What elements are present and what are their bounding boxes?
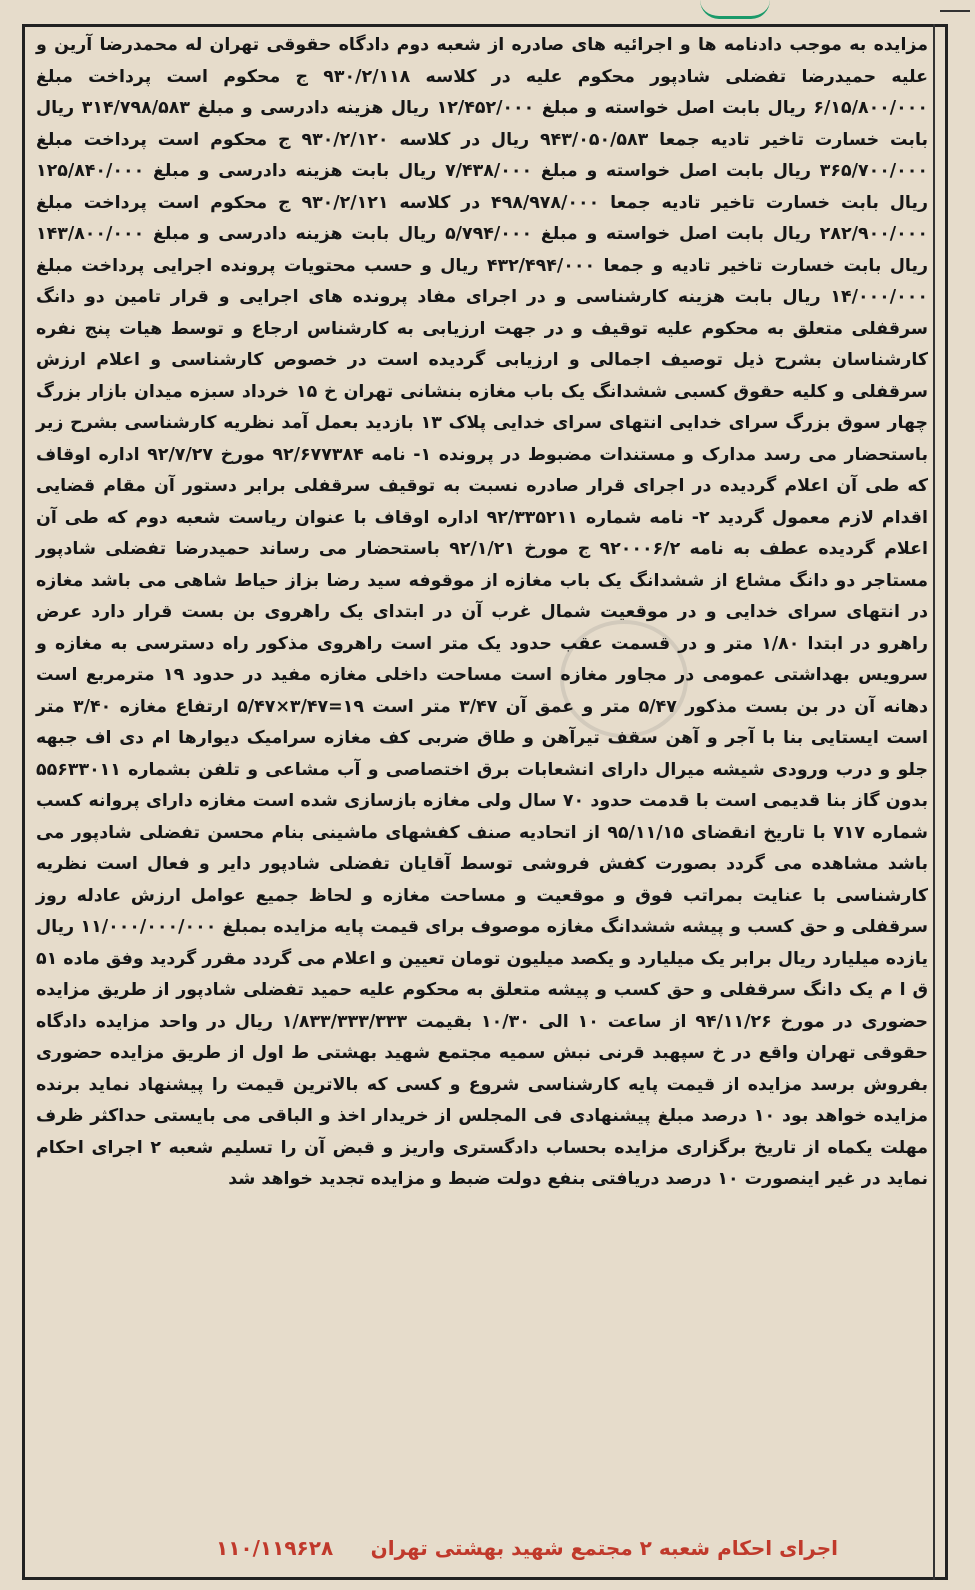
ink-scribble [700,0,770,19]
ad-footer [36,1530,928,1566]
ad-body-text: مزایده به موجب دادنامه ها و اجرائیه های صادره از شعبه دوم دادگاه حقوقی تهران له محمدرضا آرین و علیه حمیدرضا تفضلی شادپور محکوم علیه در کلاسه ۹۳۰/۲/۱۱۸ ج محکوم است پرداخت مبلغ ۶/۱۵/۸۰۰/۰۰۰ ریال بابت اصل خواسته و مبلغ ۱۲/۴۵۲/۰۰۰ ریال هزینه دادرسی و مبلغ ۳۱۴/۷۹۸/۵۸۳ ریال بابت خسارت تاخیر تادیه جمعا ۹۴۳/۰۵۰/۵۸۳ ریال در کلاسه ۹۳۰/۲/۱۲۰ ج محکوم است پرداخت مبلغ ۳۶۵/۷۰۰/۰۰۰ ریال بابت اصل خواسته و مبلغ ۷/۴۳۸/۰۰۰ ریال بابت هزینه دادرسی و مبلغ ۱۲۵/۸۴۰/۰۰۰ ریال بابت خسارت تاخیر تادیه جمعا ۴۹۸/۹۷۸/۰۰۰ در کلاسه ۹۳۰/۲/۱۲۱ ج محکوم است پرداخت مبلغ ۲۸۲/۹۰۰/۰۰۰ ریال بابت اصل خواسته و مبلغ ۵/۷۹۴/۰۰۰ ریال بابت هزینه دادرسی و مبلغ ۱۴۳/۸۰۰/۰۰۰ ریال بابت خسارت تاخیر تادیه و جمعا ۴۳۲/۴۹۴/۰۰۰ ریال و حسب محتویات پرونده اجرایی پرداخت مبلغ ۱۴/۰۰۰/۰۰۰ ریال بابت هزینه کارشناسی و در اجرای مفاد پرونده های اجرایی و قرار تامین دو دانگ سرقفلی متعلق به محکوم علیه توقیف و در جهت ارزیابی به کارشناس ارجاع و توسط هیات پنج نفره کارشناسان بشرح ذیل توصیف اجمالی و ارزیابی گردیده است در خصوص کارشناسی و اعلام ارزش سرقفلی و کلیه حقوق کسبی ششدانگ یک باب مغازه بنشانی تهران خ ۱۵ خرداد سبزه میدان بازار بزرگ چهار سوق بزرگ سرای خدایی انتهای سرای خدایی پلاک ۱۳ بازدید بعمل آمد نظریه کارشناسی بشرح زیر باستحضار می رسد مدارک و مستندات مضبوط در پرونده ۱- نامه ۹۲/۶۷۷۳۸۴ مورخ ۹۲/۷/۲۷ اداره اوقاف که طی آن اعلام گردیده در اجرای قرار صادره نسبت به توقیف سرقفلی برابر دستور آن مقام قضایی اقدام لازم معمول گردید ۲- نامه شماره ۹۲/۳۳۵۲۱۱ اداره اوقاف با عنوان ریاست شعبه دوم که طی آن اعلام گردیده عطف به نامه ۹۲۰۰۰۶/۲ ج مورخ ۹۲/۱/۲۱ باستحضار می رساند حمیدرضا تفضلی شادپور مستاجر دو دانگ مشاع از ششدانگ یک باب مغازه از موقوفه سید رضا بزاز حیاط شاهی می باشد مغازه در انتهای سرای خدایی و در موقعیت شمال غرب آن در ابتدای یک راهروی بن بست قرار دارد عرض راهرو در ابتدا ۱/۸۰ متر و در قسمت عقب حدود یک متر است راهروی مذکور راه دسترسی به مغازه و سرویس بهداشتی عمومی در مجاور مغازه است مساحت داخلی مغازه مفید در حدود ۱۹ مترمربع است دهانه آن در بن بست مذکور ۵/۴۷ متر و عمق آن ۳/۴۷ متر است ۱۹=۳/۴۷×۵/۴۷ ارتفاع مغازه ۳/۴۰ متر است ایستایی بنا با آجر و آهن سقف تیرآهن و طاق ضربی کف مغازه سرامیک دیوارها ام دی اف جبهه جلو و درب ورودی شیشه میرال دارای انشعابات برق اختصاصی و آب مشاعی و تلفن بشماره ۵۵۶۳۳۰۱۱ بدون گاز بنا قدیمی است با قدمت حدود ۷۰ سال ولی مغازه بازسازی شده است مغازه دارای پروانه کسب شماره ۷۱۷ با تاریخ انقضای ۹۵/۱۱/۱۵ از اتحادیه صنف کفشهای ماشینی بنام محسن تفضلی شادپور می باشد مشاهده می گردد بصورت کفش فروشی توسط آقایان تفضلی شادپور دایر و فعال است نظریه کارشناسی با عنایت بمراتب فوق و موقعیت و مساحت مغازه و لحاظ جمیع عوامل ارزش عادله روز سرقفلی و حق کسب و پیشه ششدانگ مغازه موصوف برای قیمت پایه مزایده بمبلغ ۱۱/۰۰۰/۰۰۰/۰۰۰ ریال یازده میلیارد ریال برابر یک میلیارد و یکصد میلیون تومان تعیین و اعلام می گردد مقرر گردید وفق ماده ۵۱ ق ا م یک دانگ سرقفلی و حق کسب و پیشه متعلق به محکوم علیه حمید تفضلی شادپور از طریق مزایده حضوری در مورخ ۹۴/۱۱/۲۶ از ساعت ۱۰ الی ۱۰/۳۰ بقیمت ۱/۸۳۳/۳۳۳/۳۳۳ ریال در واحد مزایده دادگاه حقوقی تهران واقع در خ سپهبد قرنی نبش سمیه مجتمع شهید بهشتی ط اول از طریق مزایده حضوری بفروش برسد مزایده از قیمت پایه کارشناسی شروع و کسی که بالاترین قیمت را پیشنهاد نماید برنده مزایده خواهد بود ۱۰ درصد مبلغ پیشنهادی فی المجلس از خریدار اخذ و الباقی می بایستی حداکثر ظرف مهلت یکماه از تاریخ برگزاری مزایده بحساب دادگستری واریز و قبض آن را تسلیم شعبه ۲ اجرای احکام نماید در غیر اینصورت ۱۰ درصد دریافتی بنفع دولت ضبط و مزایده تجدید خواهد شد [36,35,929,1189]
column-rule [933,24,935,1580]
issuer-signature: اجرای احکام شعبه ۲ مجتمع شهید بهشتی تهران [370,1536,838,1560]
ad-code: ۱۱۰/۱۱۹۶۲۸ [216,1536,334,1560]
corner-mark [940,0,970,12]
